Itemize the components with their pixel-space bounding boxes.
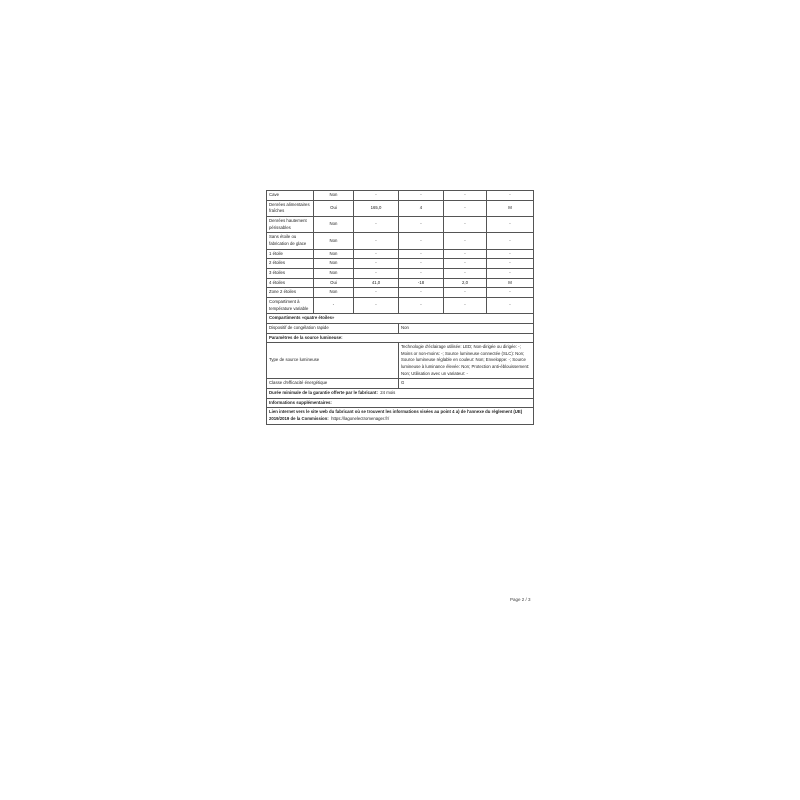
warranty-cell	[267, 389, 534, 399]
compartment-value-3: -	[444, 191, 487, 201]
compartment-value-1: -	[354, 288, 399, 298]
light-source-heading-row	[267, 333, 534, 343]
compartment-present: Non	[314, 249, 354, 259]
compartment-row	[267, 191, 534, 201]
fast-freeze-value: Non	[399, 323, 534, 333]
compartment-row	[267, 297, 534, 313]
compartment-name: 2 étoiles	[267, 259, 314, 269]
compartment-row	[267, 268, 534, 278]
compartment-value-3: -	[444, 288, 487, 298]
light-source-type-row	[267, 343, 534, 379]
compartment-present: Oui	[314, 278, 354, 288]
compartment-value-2: -	[399, 191, 444, 201]
page-number: Page 2 / 3	[510, 597, 531, 602]
additional-heading: Informations supplémentaires:	[267, 398, 534, 408]
compartment-value-2: -18	[399, 278, 444, 288]
compartment-name: Sans étoile ou fabrication de glace	[267, 233, 314, 249]
compartment-present: Non	[314, 268, 354, 278]
compartment-row	[267, 249, 534, 259]
compartment-value-2: -	[399, 233, 444, 249]
compartment-present: Non	[314, 259, 354, 269]
compartment-present: Non	[314, 288, 354, 298]
compartment-present: Non	[314, 233, 354, 249]
compartment-row	[267, 233, 534, 249]
compartment-value-3: -	[444, 216, 487, 232]
four-star-heading: Compartiments «quatre étoiles»	[267, 314, 534, 324]
compartment-value-4: -	[487, 233, 534, 249]
compartment-present: -	[314, 297, 354, 313]
compartment-rows	[267, 191, 534, 314]
compartment-value-4: -	[487, 297, 534, 313]
light-source-heading: Paramètres de la source lumineuse:	[267, 333, 534, 343]
compartment-value-1: -	[354, 297, 399, 313]
fast-freeze-row	[267, 323, 534, 333]
compartment-value-4: -	[487, 249, 534, 259]
compartment-value-1: -	[354, 233, 399, 249]
info-section	[267, 314, 534, 425]
four-star-heading-row	[267, 314, 534, 324]
compartment-name: Zone 2 étoiles	[267, 288, 314, 298]
compartment-row	[267, 216, 534, 232]
compartment-value-1: -	[354, 249, 399, 259]
compartment-value-2: -	[399, 268, 444, 278]
compartment-value-4: -	[487, 191, 534, 201]
compartment-value-3: -	[444, 297, 487, 313]
compartment-value-3: -	[444, 200, 487, 216]
compartment-value-4: -	[487, 259, 534, 269]
compartment-name: Denrées alimentaires fraîches	[267, 200, 314, 216]
compartment-value-3: 2,0	[444, 278, 487, 288]
compartment-value-4: M	[487, 200, 534, 216]
additional-heading-row	[267, 398, 534, 408]
compartment-value-3: -	[444, 268, 487, 278]
compartment-value-1: -	[354, 268, 399, 278]
fast-freeze-label: Dispositif de congélation rapide	[267, 323, 399, 333]
compartment-value-2: -	[399, 297, 444, 313]
light-source-type-label: Type de source lumineuse	[267, 343, 399, 379]
compartment-value-3: -	[444, 233, 487, 249]
compartment-row	[267, 259, 534, 269]
manufacturer-link-label: Lien internet vers le site web du fabricant où se trouvent les informations visées au point 4 a) de l'annexe du règlement (UE) 2019/2019 de la Commission:	[269, 409, 523, 422]
compartment-value-1: -	[354, 216, 399, 232]
compartment-value-2: -	[399, 288, 444, 298]
energy-class-value: G	[399, 379, 534, 389]
compartment-value-1: 165,0	[354, 200, 399, 216]
compartment-value-2: -	[399, 216, 444, 232]
compartment-row	[267, 278, 534, 288]
compartment-value-1: 41,0	[354, 278, 399, 288]
compartment-value-2: -	[399, 259, 444, 269]
compartment-name: Compartiment à température variable	[267, 297, 314, 313]
compartment-value-4: -	[487, 216, 534, 232]
manufacturer-link-cell	[267, 408, 534, 424]
warranty-row	[267, 389, 534, 399]
light-source-type-value: Technologie d'éclairage utilisée: LED; Non-dirigée ou dirigée: -; Moins or non-moins: -; Source lumineuse connectée (SLC): Non; Source lumineuse réglable en couleur: Non; Enveloppe: -; Source lumineuse à luminance élevée: Non; Protection anti-éblouissement: Non; Utilisation avec un variateur: -	[399, 343, 534, 379]
compartment-name: Cave	[267, 191, 314, 201]
compartment-row	[267, 288, 534, 298]
compartment-value-3: -	[444, 259, 487, 269]
product-info-table	[266, 190, 534, 425]
energy-class-label: Classe d'efficacité énergétique	[267, 379, 399, 389]
compartment-name: 1 étoile	[267, 249, 314, 259]
energy-class-row	[267, 379, 534, 389]
compartment-value-2: -	[399, 249, 444, 259]
compartment-value-4: -	[487, 268, 534, 278]
compartment-name: Denrées hautement périssables	[267, 216, 314, 232]
compartment-name: 3 étoiles	[267, 268, 314, 278]
compartment-row	[267, 200, 534, 216]
manufacturer-link-row	[267, 408, 534, 424]
compartment-value-3: -	[444, 249, 487, 259]
compartment-name: 4 étoiles	[267, 278, 314, 288]
compartment-value-4: M	[487, 278, 534, 288]
compartment-present: Non	[314, 191, 354, 201]
compartment-present: Non	[314, 216, 354, 232]
compartment-present: Oui	[314, 200, 354, 216]
warranty-label: Durée minimale de la garantie offerte par le fabricant:	[269, 390, 378, 396]
warranty-value: 24 mois	[380, 390, 396, 396]
compartment-value-1: -	[354, 259, 399, 269]
manufacturer-link-url[interactable]: https://lagonelectromenager.fr/	[331, 416, 390, 422]
compartment-value-4: -	[487, 288, 534, 298]
compartment-value-2: 4	[399, 200, 444, 216]
compartment-value-1: -	[354, 191, 399, 201]
